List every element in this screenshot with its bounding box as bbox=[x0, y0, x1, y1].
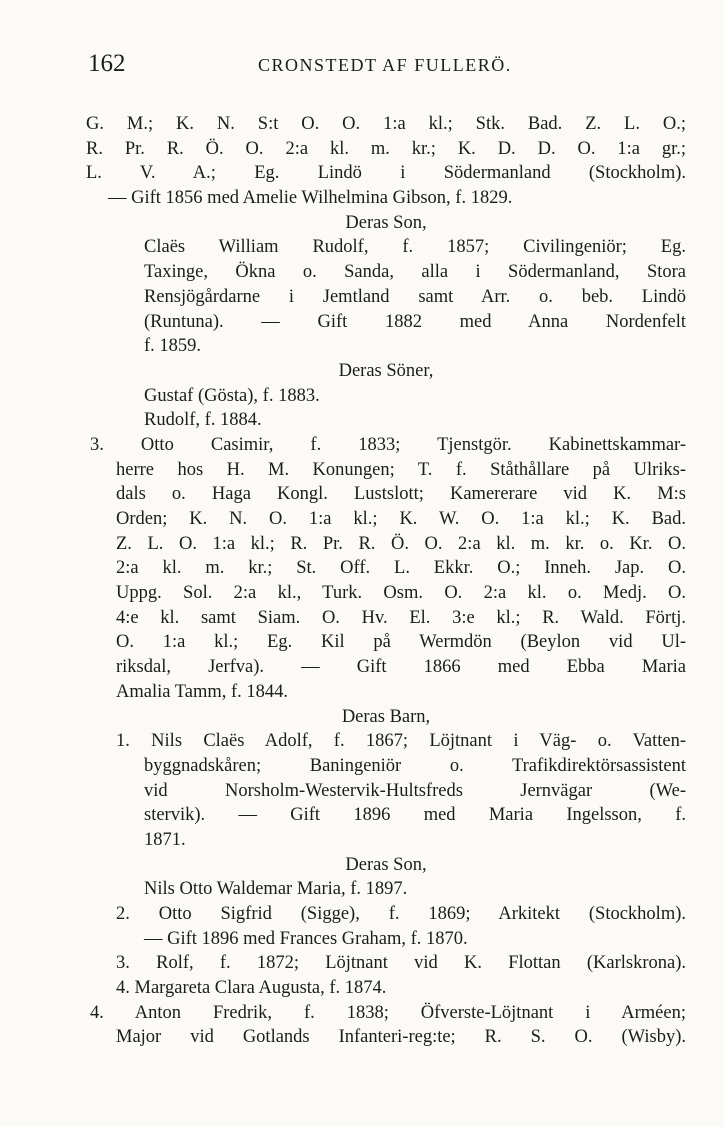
text-line: Z. L. O. 1:a kl.; R. Pr. R. Ö. O. 2:a kl. m. kr. o. Kr. O. bbox=[116, 533, 686, 554]
page-number: 162 bbox=[88, 50, 126, 77]
text-line: Orden; K. N. O. 1:a kl.; K. W. O. 1:a kl.; K. Bad. bbox=[116, 509, 686, 529]
text-line: 4. Anton Fredrik, f. 1838; Öfverste-Löjtnant i Arméen; bbox=[90, 1002, 686, 1023]
text-line: (Runtuna). — Gift 1882 med Anna Nordenfelt bbox=[144, 311, 686, 332]
text-line: Rudolf, f. 1884. bbox=[144, 410, 262, 431]
section-heading: Deras Barn, bbox=[341, 706, 431, 727]
text-line: stervik). — Gift 1896 med Maria Ingelsson, f. bbox=[144, 805, 686, 826]
text-line: 4. Margareta Clara Augusta, f. 1874. bbox=[116, 978, 387, 999]
text-line: — Gift 1856 med Amelie Wilhelmina Gibson, f. 1829. bbox=[108, 188, 513, 209]
text-line: 1. Nils Claës Adolf, f. 1867; Löjtnant i Väg- o. Vatten- bbox=[116, 731, 686, 752]
text-line: vid Norsholm-Westervik-Hultsfreds Jernvägar (We- bbox=[144, 780, 686, 801]
text-line: dals o. Haga Kongl. Lustslott; Kamererare vid K. M:s bbox=[116, 484, 686, 505]
text-line: byggnadskåren; Baningeniör o. Trafikdirektörsassistent bbox=[144, 755, 686, 776]
text-line: Taxinge, Ökna o. Sanda, alla i Södermanland, Stora bbox=[144, 262, 686, 283]
text-line: 3. Otto Casimir, f. 1833; Tjenstgör. Kabinettskammar- bbox=[90, 434, 686, 455]
text-line: R. Pr. R. Ö. O. 2:a kl. m. kr.; K. D. D. O. 1:a gr.; bbox=[86, 138, 686, 159]
section-heading: Deras Son, bbox=[345, 212, 427, 233]
section-heading: Deras Son, bbox=[345, 854, 427, 875]
section-heading: Deras Söner, bbox=[338, 360, 434, 381]
text-line: Nils Otto Waldemar Maria, f. 1897. bbox=[144, 879, 408, 900]
text-line: — Gift 1896 med Frances Graham, f. 1870. bbox=[144, 928, 468, 949]
text-line: Amalia Tamm, f. 1844. bbox=[116, 681, 289, 702]
page-header bbox=[88, 50, 688, 84]
text-line: Claës William Rudolf, f. 1857; Civilingeniör; Eg. bbox=[144, 237, 686, 258]
text-line: 4:e kl. samt Siam. O. Hv. El. 3:e kl.; R. Wald. Förtj. bbox=[116, 607, 686, 628]
text-line: Rensjögårdarne i Jemtland samt Arr. o. beb. Lindö bbox=[144, 286, 686, 307]
text-line: 3. Rolf, f. 1872; Löjtnant vid K. Flottan (Karlskrona). bbox=[116, 953, 686, 974]
text-line: Major vid Gotlands Infanteri-reg:te; R. S. O. (Wisby). bbox=[116, 1027, 686, 1048]
text-line: G. M.; K. N. S:t O. O. 1:a kl.; Stk. Bad. Z. L. O.; bbox=[86, 114, 686, 134]
text-line: L. V. A.; Eg. Lindö i Södermanland (Stockholm). bbox=[86, 163, 686, 184]
text-line: O. 1:a kl.; Eg. Kil på Wermdön (Beylon vid Ul- bbox=[116, 632, 686, 653]
text-line: riksdal, Jerfva). — Gift 1866 med Ebba Maria bbox=[116, 657, 686, 678]
text-line: 2:a kl. m. kr.; St. Off. L. Ekkr. O.; Inneh. Jap. O. bbox=[116, 558, 686, 579]
text-line: f. 1859. bbox=[144, 336, 202, 357]
text-line: Gustaf (Gösta), f. 1883. bbox=[144, 385, 320, 406]
running-title: CRONSTEDT AF FULLERÖ. bbox=[258, 55, 512, 75]
document-body bbox=[86, 112, 686, 1050]
text-line: herre hos H. M. Konungen; T. f. Ståthållare på Ulriks- bbox=[116, 459, 686, 480]
text-line: 2. Otto Sigfrid (Sigge), f. 1869; Arkitekt (Stockholm). bbox=[116, 904, 686, 924]
text-line: 1871. bbox=[144, 829, 186, 850]
text-line: Uppg. Sol. 2:a kl., Turk. Osm. O. 2:a kl. o. Medj. O. bbox=[116, 583, 686, 604]
